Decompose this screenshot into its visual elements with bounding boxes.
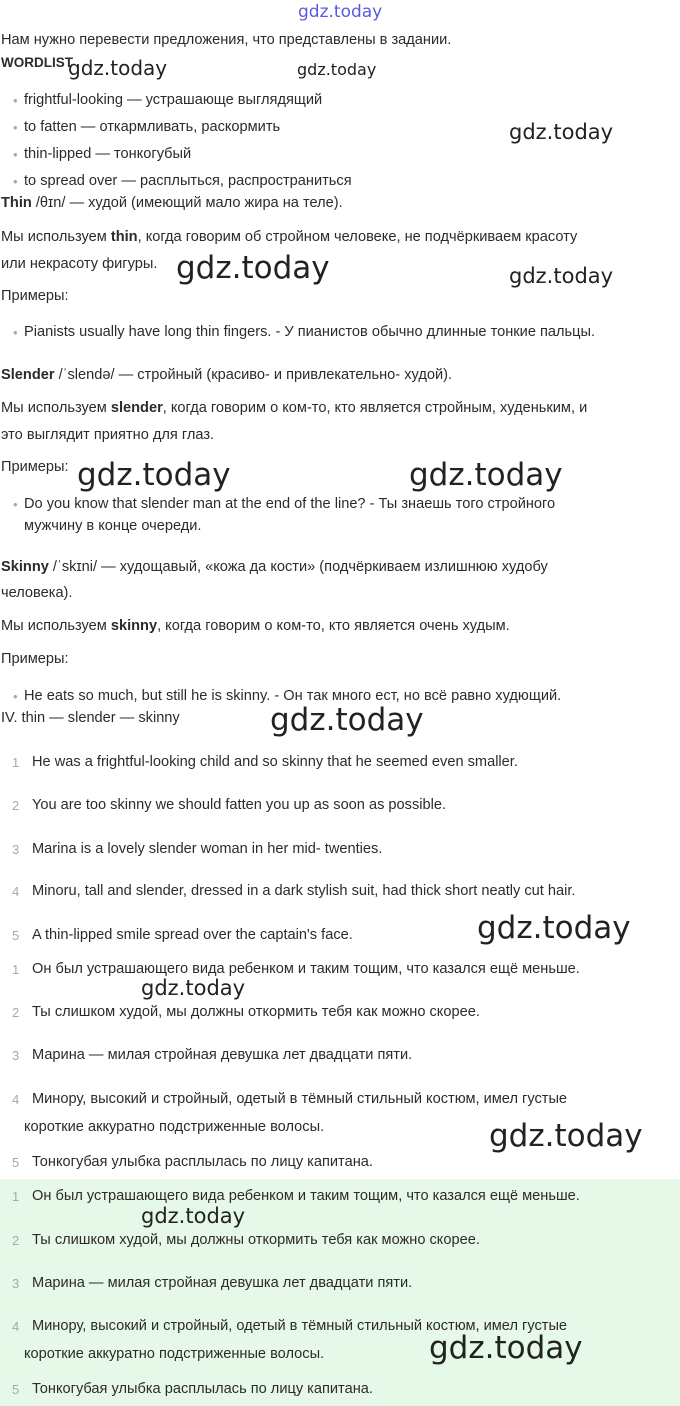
list-number: 1 xyxy=(12,1189,20,1204)
usage-word: thin xyxy=(110,229,138,245)
thin-examples-label: Примеры: xyxy=(1,288,69,304)
slender-definition xyxy=(1,362,452,389)
thin-usage xyxy=(1,224,577,251)
intro-text: Нам нужно перевести предложения, что представлены в задании. xyxy=(1,32,452,48)
bullet-icon: • xyxy=(13,497,18,512)
russian-sentence: Минору, высокий и стройный, одетый в тёмный стильный костюм, имел густые xyxy=(32,1318,568,1334)
list-number: 5 xyxy=(12,928,20,943)
wordlist-item: to fatten — откармливать, раскормить xyxy=(24,119,281,135)
english-sentence: Minoru, tall and slender, dressed in a dark stylish suit, had thick short neatly cut hair. xyxy=(32,883,576,899)
list-number: 2 xyxy=(12,1005,20,1020)
skinny-term: Skinny xyxy=(1,559,49,575)
watermark: gdz.today xyxy=(509,264,614,288)
list-number: 4 xyxy=(12,884,20,899)
watermark: gdz.today xyxy=(141,1204,246,1228)
list-number: 1 xyxy=(12,755,20,770)
list-number: 5 xyxy=(12,1155,20,1170)
slender-usage xyxy=(1,395,587,422)
list-number: 5 xyxy=(12,1382,20,1397)
slender-def-text: /ˈslendə/ — стройный (красиво- и привлекательно- худой). xyxy=(54,367,453,383)
skinny-examples-label: Примеры: xyxy=(1,651,69,667)
list-number: 4 xyxy=(12,1319,20,1334)
list-number: 1 xyxy=(12,962,20,977)
watermark: gdz.today xyxy=(409,457,563,493)
russian-sentence: Ты слишком худой, мы должны откормить тебя как можно скорее. xyxy=(32,1004,480,1020)
russian-sentence: Марина — милая стройная девушка лет двадцати пяти. xyxy=(32,1275,413,1291)
watermark: gdz.today xyxy=(489,1118,643,1154)
thin-example: Pianists usually have long thin fingers. - У пианистов обычно длинные тонкие пальцы. xyxy=(24,324,596,340)
watermark: gdz.today xyxy=(68,56,168,80)
list-number: 2 xyxy=(12,798,20,813)
wordlist-item: thin-lipped — тонкогубый xyxy=(24,146,192,162)
watermark: gdz.today xyxy=(141,976,246,1000)
english-sentence: Marina is a lovely slender woman in her mid- twenties. xyxy=(32,841,383,857)
bullet-icon: • xyxy=(13,174,18,189)
russian-sentence-continued: короткие аккуратно подстриженные волосы. xyxy=(24,1119,325,1135)
wordlist-title: WORDLIST xyxy=(1,55,73,70)
watermark: gdz.today xyxy=(77,457,231,493)
watermark: gdz.today xyxy=(270,702,424,738)
usage-pre: Мы используем xyxy=(1,618,111,634)
russian-sentence: Марина — милая стройная девушка лет двадцати пяти. xyxy=(32,1047,413,1063)
usage-word: skinny xyxy=(110,618,158,634)
list-number: 4 xyxy=(12,1092,20,1107)
english-sentence: You are too skinny we should fatten you up as soon as possible. xyxy=(32,797,447,813)
skinny-def-text: /ˈskɪni/ — худощавый, «кожа да кости» (подчёркиваем излишнюю худобу xyxy=(48,559,548,575)
list-number: 2 xyxy=(12,1233,20,1248)
russian-sentence: Он был устрашающего вида ребенком и таким тощим, что казался ещё меньше. xyxy=(32,1188,580,1204)
list-number: 3 xyxy=(12,1048,20,1063)
watermark: gdz.today xyxy=(176,250,330,286)
skinny-usage xyxy=(1,613,510,640)
list-number: 3 xyxy=(12,842,20,857)
slender-term: Slender xyxy=(1,367,55,383)
usage-post: , когда говорим об стройном человеке, не подчёркиваем красоту xyxy=(137,229,578,245)
slender-usage-line2: это выглядит приятно для глаз. xyxy=(1,427,215,443)
slender-example-line2: мужчину в конце очереди. xyxy=(24,518,202,534)
thin-term: Thin xyxy=(1,195,32,211)
wordlist-item: frightful-looking — устрашающе выглядящий xyxy=(24,92,323,108)
thin-usage-line2: или некрасоту фигуры. xyxy=(1,256,158,272)
russian-sentence: Ты слишком худой, мы должны откормить тебя как можно скорее. xyxy=(32,1232,480,1248)
bullet-icon: • xyxy=(13,120,18,135)
usage-pre: Мы используем xyxy=(1,400,111,416)
watermark: gdz.today xyxy=(297,60,377,79)
skinny-example: He eats so much, but still he is skinny. - Он так много ест, но всё равно худющий. xyxy=(24,688,562,704)
bullet-icon: • xyxy=(13,147,18,162)
skinny-definition-line2: человека). xyxy=(1,585,73,601)
slender-examples-label: Примеры: xyxy=(1,459,69,475)
thin-def-text: /θɪn/ — худой (имеющий мало жира на теле). xyxy=(31,195,343,211)
skinny-definition xyxy=(1,554,548,581)
watermark: gdz.today xyxy=(429,1330,583,1366)
slender-example: Do you know that slender man at the end of the line? - Ты знаешь того стройного xyxy=(24,496,556,512)
english-sentence: A thin-lipped smile spread over the captain's face. xyxy=(32,927,353,943)
english-sentence: He was a frightful-looking child and so skinny that he seemed even smaller. xyxy=(32,754,518,770)
list-number: 3 xyxy=(12,1276,20,1291)
watermark: gdz.today xyxy=(509,120,614,144)
watermark: gdz.today xyxy=(298,2,383,22)
russian-sentence: Минору, высокий и стройный, одетый в тёмный стильный костюм, имел густые xyxy=(32,1091,568,1107)
russian-sentence: Он был устрашающего вида ребенком и таким тощим, что казался ещё меньше. xyxy=(32,961,580,977)
russian-sentence: Тонкогубая улыбка расплылась по лицу капитана. xyxy=(32,1154,373,1170)
usage-post: , когда говорим о ком-то, кто является очень худым. xyxy=(157,618,510,634)
russian-sentence-continued: короткие аккуратно подстриженные волосы. xyxy=(24,1346,325,1362)
thin-definition xyxy=(1,190,343,217)
bullet-icon: • xyxy=(13,93,18,108)
watermark: gdz.today xyxy=(477,910,631,946)
usage-word: slender xyxy=(110,400,163,416)
wordlist-item: to spread over — расплыться, распространиться xyxy=(24,173,352,189)
bullet-icon: • xyxy=(13,689,18,704)
russian-sentence: Тонкогубая улыбка расплылась по лицу капитана. xyxy=(32,1381,373,1397)
usage-post: , когда говорим о ком-то, кто является стройным, худеньким, и xyxy=(162,400,588,416)
bullet-icon: • xyxy=(13,325,18,340)
section-title: IV. thin — slender — skinny xyxy=(1,710,180,726)
usage-pre: Мы используем xyxy=(1,229,111,245)
